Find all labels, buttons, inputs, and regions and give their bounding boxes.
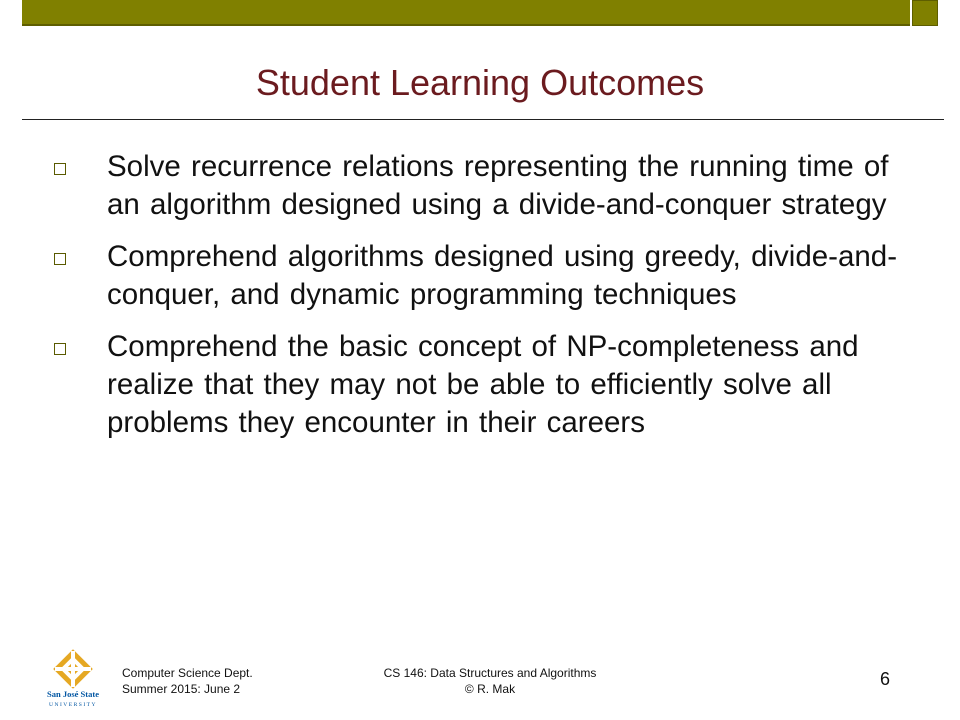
footer-course-info bbox=[122, 665, 253, 697]
square-bullet-icon bbox=[54, 163, 66, 175]
outcome-text: Comprehend the basic concept of NP-completeness and realize that they may not be able to efficiently solve all problems they encounter in their careers bbox=[107, 330, 859, 439]
top-accent-bar bbox=[22, 0, 910, 26]
footer-course-name: CS 146: Data Structures and Algorithms bbox=[383, 666, 597, 680]
square-bullet-icon bbox=[54, 343, 66, 355]
logo-name-text: San José State bbox=[47, 689, 99, 699]
footer-department: Computer Science Dept. bbox=[122, 666, 253, 680]
footer-date: Summer 2015: June 2 bbox=[122, 682, 241, 696]
logo-emblem-icon bbox=[53, 649, 93, 689]
footer-course-title bbox=[340, 665, 640, 697]
square-bullet-icon bbox=[54, 253, 66, 265]
outcome-item bbox=[54, 238, 904, 314]
outcome-list bbox=[54, 148, 904, 456]
title-divider bbox=[22, 119, 944, 120]
footer-author: © R. Mak bbox=[464, 682, 516, 696]
outcome-item bbox=[54, 328, 904, 442]
logo-university-text: UNIVERSITY bbox=[49, 702, 97, 708]
outcome-text: Solve recurrence relations representing the running time of an algorithm designed using a divide-and-conquer strategy bbox=[107, 150, 889, 221]
outcome-item bbox=[54, 148, 904, 224]
slide-title: Student Learning Outcomes bbox=[255, 62, 705, 103]
outcome-text: Comprehend algorithms designed using greedy, divide-and-conquer, and dynamic programming techniques bbox=[107, 240, 898, 311]
university-logo bbox=[42, 648, 104, 710]
page-number: 6 bbox=[880, 669, 891, 689]
top-accent-square bbox=[912, 0, 938, 26]
